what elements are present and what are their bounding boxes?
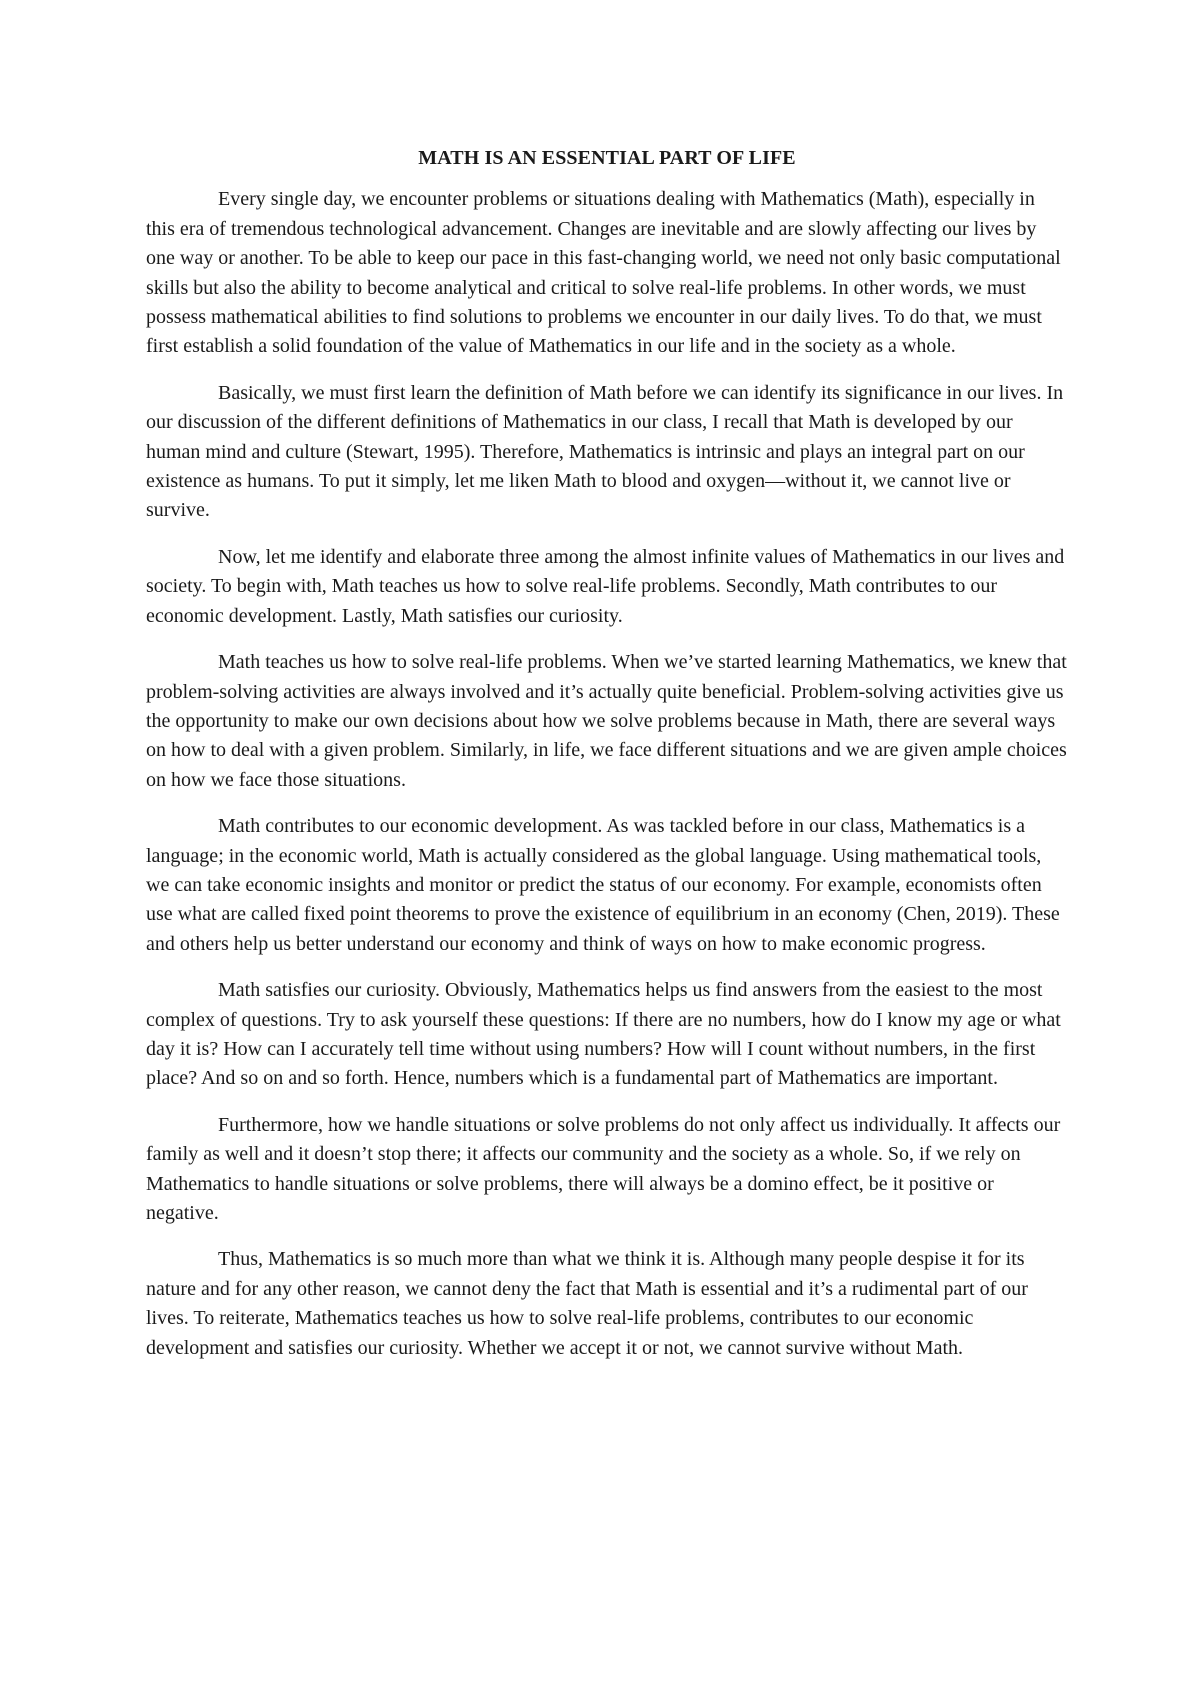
paragraph-curiosity: Math satisfies our curiosity. Obviously, Mathematics helps us find answers from the easiest to the most complex of questions. Try to ask yourself these questions: If there are no numbers, how do I know my age or what day it is? How can I accurately tell time without using numbers? How will I count without numbers, in the first place? And so on and so forth. Hence, numbers which is a fundamental part of Mathematics are important. bbox=[146, 979, 1061, 1090]
paragraph-economic-development: Math contributes to our economic development. As was tackled before in our class, Mathematics is a language; in the economic world, Math is actually considered as the global language. Using mathematical tools, we can take economic insights and monitor or predict the status of our economy. For example, economists often use what are called fixed point theorems to prove the existence of equilibrium in an economy (Chen, 2019). These and others help us better understand our economy and think of ways on how to make economic progress. bbox=[146, 815, 1060, 955]
document-title: MATH IS AN ESSENTIAL PART OF LIFE bbox=[418, 147, 796, 169]
paragraph-intro: Every single day, we encounter problems or situations dealing with Mathematics (Math), especially in this era of tremendous technological advancement. Changes are inevitable and are slowly affecting our lives by one way or another. To be able to keep our pace in this fast-changing world, we need not only basic computational skills but also the ability to become analytical and critical to solve real-life problems. In other words, we must possess mathematical abilities to find solutions to problems we encounter in our daily lives. To do that, we must first establish a solid foundation of the value of Mathematics in our life and in the society as a whole. bbox=[146, 188, 1061, 358]
paragraph-problem-solving: Math teaches us how to solve real-life problems. When we’ve started learning Mathematics, we knew that problem-solving activities are always involved and it’s actually quite beneficial. Problem-solving activities give us the opportunity to make our own decisions about how we solve problems because in Math, there are several ways on how to deal with a given problem. Similarly, in life, we face different situations and we are given ample choices on how we face those situations. bbox=[146, 651, 1067, 791]
paragraph-conclusion: Thus, Mathematics is so much more than what we think it is. Although many people despise it for its nature and for any other reason, we cannot deny the fact that Math is essential and it’s a rudimental part of our lives. To reiterate, Mathematics teaches us how to solve real-life problems, contributes to our economic development and satisfies our curiosity. Whether we accept it or not, we cannot survive without Math. bbox=[146, 1248, 1028, 1359]
paragraph-domino-effect: Furthermore, how we handle situations or solve problems do not only affect us individually. It affects our family as well and it doesn’t stop there; it affects our community and the society as a whole. So, if we rely on Mathematics to handle situations or solve problems, there will always be a domino effect, be it positive or negative. bbox=[146, 1113, 1061, 1224]
paragraph-definition: Basically, we must first learn the definition of Math before we can identify its significance in our lives. In our discussion of the different definitions of Mathematics in our class, I recall that Math is developed by our human mind and culture (Stewart, 1995). Therefore, Mathematics is intrinsic and plays an integral part on our existence as humans. To put it simply, let me liken Math to blood and oxygen—without it, we cannot live or survive. bbox=[146, 381, 1064, 522]
paragraph-three-values: Now, let me identify and elaborate three among the almost infinite values of Mathematics in our lives and society. To begin with, Math teaches us how to solve real-life problems. Secondly, Math contributes to our economic development. Lastly, Math satisfies our curiosity. bbox=[146, 545, 1065, 627]
document-body bbox=[146, 144, 1068, 1380]
